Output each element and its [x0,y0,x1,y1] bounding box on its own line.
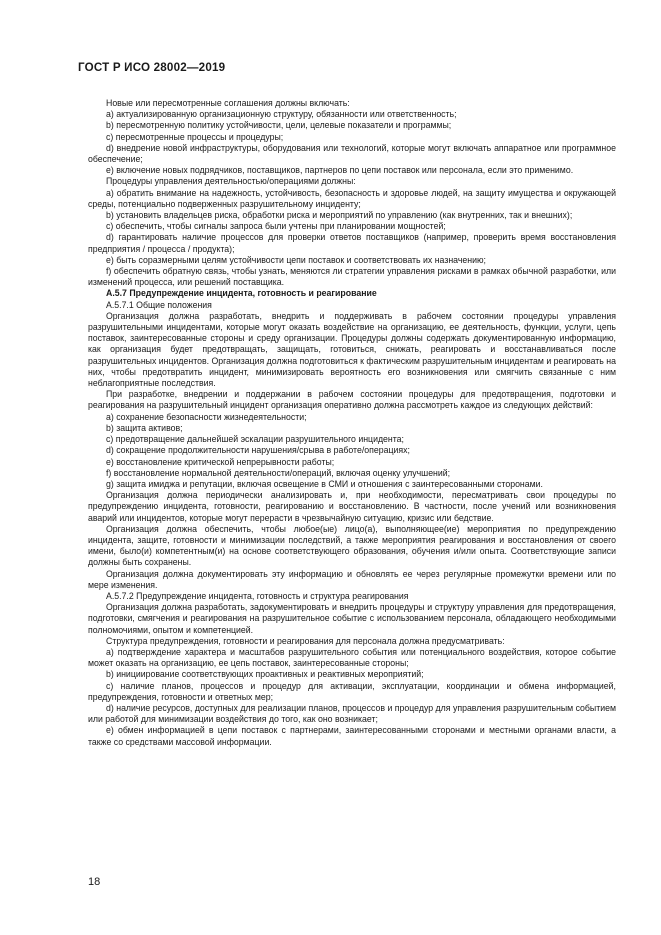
list-item: b) инициирование соответствующих проактивных и реактивных мероприятий; [106,669,424,680]
list-item: a) актуализированную организационную структуру, обязанности или ответственность; [106,109,457,120]
list-item: b) установить владельцев риска, обработки риска и мероприятий по управлению (как внутренних, так и внешних); [106,210,573,221]
paragraph: Новые или пересмотренные соглашения должны включать: [106,98,350,108]
paragraph: Процедуры управления деятельностью/операциями должны: [106,176,356,187]
paragraph: При разработке, внедрении и поддержании в рабочем состоянии процедуры для предотвращения, подготовки и реагирования на разрушительный инцидент организация оперативно должна рассмотреть каждое из следующих действий: [88,389,616,411]
list-item: a) сохранение безопасности жизнедеятельности; [106,411,307,422]
list-item: e) быть соразмерными целям устойчивости цепи поставок и соответствовать их назначению; [106,254,486,265]
list-item: a) подтверждение характера и масштабов разрушительного события или потенциального воздействия, которое событие может оказать на организацию, ее цепь поставок, заинтересованные стороны; [88,646,616,669]
list-item: f) восстановление нормальной деятельности/операций, включая оценку улучшений; [106,467,451,478]
list-item: d) сокращение продолжительности нарушения/срыва в работе/операциях; [106,445,410,456]
list-item: e) включение новых подрядчиков, поставщиков, партнеров по цепи поставок или персонала, если это применимо. [106,165,574,176]
list-item: b) пересмотренную политику устойчивости, цели, целевые показатели и программы; [106,120,452,131]
paragraph: Организация должна разработать, внедрить и поддерживать в рабочем состоянии процедуры управления разрушительными инцидентами, которые могут оказать воздействие на организацию, ее деятельность, функции, услуги, цепь поставок, заинтересованные стороны и среду организации. Процедуры должны содержать документированную информацию, как организация будет предотвращать, защищать, готовиться, снижать, реагировать и восстанавливаться после разрушительных инцидентов. Организация должна подготовиться к фактическим разрушительным инцидентам и реагировать на них, чтобы предотвратить инцидент, минимизировать вероятность его возникновения или смягчить связанные с ним неблагоприятные последствия. [88,310,616,389]
list-item: c) обеспечить, чтобы сигналы запроса были учтены при планировании мощностей; [106,221,446,232]
subsection-heading: A.5.7.2 Предупреждение инцидента, готовность и структура реагирования [106,590,409,601]
list-item: b) защита активов; [106,422,183,433]
list-item: e) обмен информацией в цепи поставок с партнерами, заинтересованными сторонами и местными органами власти, а также со средствами массовой информации. [88,725,616,747]
paragraph: Организация должна документировать эту информацию и обновлять ее через регулярные промежутки времени или по мере изменения. [88,568,616,590]
paragraph: Структура предупреждения, готовности и реагирования для персонала должна предусматривать: [106,635,505,646]
subsection-heading: A.5.7.1 Общие положения [106,299,212,310]
list-item: g) защита имиджа и репутации, включая освещение в СМИ и отношения с заинтересованными сторонами. [106,478,543,489]
section-heading: A.5.7 Предупреждение инцидента, готовность и реагирование [106,288,377,299]
paragraph: Организация должна периодически анализировать и, при необходимости, пересматривать свои процедуры по предупреждению инцидента, готовности, реагированию и восстановлению. В частности, после учений или возникновения аварий или инцидентов, которые могут перерасти в чрезвычайную ситуацию, кризис или бедствие. [88,490,616,523]
page-number: 18 [88,876,101,888]
document-body [88,98,616,748]
list-item: a) обратить внимание на надежность, устойчивость, безопасность и здоровье людей, на защиту имущества и окружающей среды, потенциально подверженных разрушительному инциденту; [88,187,616,209]
list-item: c) пересмотренные процессы и процедуры; [106,131,284,142]
paragraph: Организация должна обеспечить, чтобы любое(ые) лицо(а), выполняющее(ие) мероприятия по предупреждению инцидента, защите, готовности и минимизации последствий, а также мероприятия реагирования и восстановления от своего имени, было(и) компетентным(и) на основе соответствующего образования, обучения и/или опыта. Соответствующие записи должны быть сохранены. [88,523,616,568]
list-item: e) восстановление критической непрерывности работы; [106,456,335,467]
list-item: d) внедрение новой инфраструктуры, оборудования или технологий, которые могут включать аппаратное или программное обеспечение; [88,142,616,165]
list-item: c) наличие планов, процессов и процедур для активации, эксплуатации, координации и обмена информацией, предупреждения, готовности и ответных мер; [88,680,616,702]
list-item: d) наличие ресурсов, доступных для реализации планов, процессов и процедур для управления разрушительным событием или работой для минимизации воздействия до того, как оно возникает; [88,702,616,725]
list-item: d) гарантировать наличие процессов для проверки ответов поставщиков (например, проверить время восстановления предприятия / процесса / продукта); [88,232,616,254]
list-item: f) обеспечить обратную связь, чтобы узнать, меняются ли стратегии управления рисками в рамках обычной разработки, или изменений процесса, или решений поставщика. [88,266,616,288]
list-item: c) предотвращение дальнейшей эскалации разрушительного инцидента; [106,434,404,445]
document-header: ГОСТ Р ИСО 28002—2019 [78,61,226,74]
paragraph: Организация должна разработать, задокументировать и внедрить процедуры и структуру управления для предотвращения, подготовки, смягчения и реагирования на разрушительное событие с использованием персонала, обладающего необходимыми полномочиями, опытом и компетенцией. [88,602,616,635]
